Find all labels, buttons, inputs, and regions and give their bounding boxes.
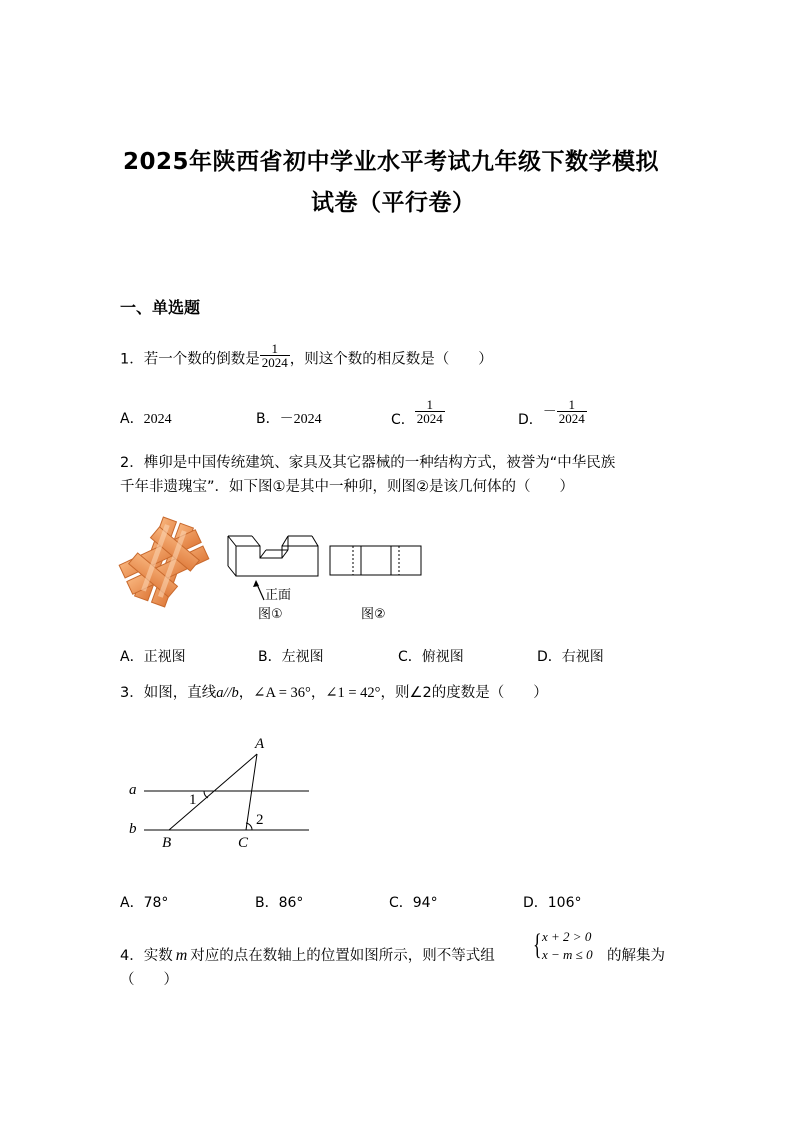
q1-option-a[interactable]: A．2024 (120, 411, 172, 427)
q2-option-d[interactable]: D．右视图 (537, 649, 604, 665)
question-4-line-1: 4．实数 m 对应的点在数轴上的位置如图所示，则不等式组 (120, 947, 495, 964)
angle-a-expression: ，∠A = 36° (238, 685, 311, 701)
left-brace: { (533, 928, 542, 961)
burr-puzzle-image (118, 516, 210, 608)
q2-option-b[interactable]: B．左视图 (258, 649, 324, 665)
front-label: 正面 (265, 588, 292, 603)
question-3: 3．如图，直线a//b，∠A = 36°，∠1 = 42°，则∠2的度数是（ ） (120, 685, 548, 701)
vertex-a-label: A (255, 736, 265, 752)
q1-suffix: ，则这个数的相反数是（ ） (289, 351, 493, 368)
triangle-parallel-lines-figure (124, 732, 324, 856)
q3-option-c[interactable]: C．94° (389, 895, 438, 911)
figure-1-label: 图① (258, 607, 283, 622)
q2-option-a[interactable]: A．正视图 (120, 649, 186, 665)
figure-2-view (329, 545, 423, 577)
inequality-system (533, 928, 593, 964)
parallel-expression: a//b (216, 685, 239, 701)
vertex-b-label: B (162, 835, 172, 851)
line-b-label: b (129, 821, 137, 837)
question-2-line-1: 2．榫卯是中国传统建筑、家具及其它器械的一种结构方式，被誉为“中华民族 (120, 455, 616, 471)
variable-m: m (175, 947, 188, 964)
line-a-label: a (129, 782, 137, 798)
q3-option-a[interactable]: A．78° (120, 895, 169, 911)
vertex-c-label: C (238, 835, 249, 851)
q3-option-b[interactable]: B．86° (255, 895, 304, 911)
angle-1-expression: ，∠1 = 42° (310, 685, 381, 701)
inequality-1: x + 2 > 0 (542, 929, 592, 944)
angle-2-label: 2 (256, 812, 264, 828)
segment-ab (169, 754, 257, 830)
section-header: 一、单选题 (120, 298, 201, 317)
angle-1-label: 1 (189, 792, 197, 808)
q2-option-c[interactable]: C．俯视图 (398, 649, 464, 665)
question-4-line-2: （ ） (120, 972, 178, 988)
q1-option-d[interactable]: D．－ $\frac{1}{2024}$ (518, 397, 585, 428)
q1-prefix: 1．若一个数的倒数是 (120, 351, 260, 368)
q1-fraction: $\frac{1}{2024}$ (261, 341, 288, 370)
page-title-line-2: 试卷（平行卷） (311, 190, 476, 216)
question-4-suffix: 的解集为 (607, 948, 665, 964)
page-title-line-1: 2025年陕西省初中学业水平考试九年级下数学模拟 (123, 149, 660, 175)
figure-2-label: 图② (361, 607, 386, 622)
q1-option-c[interactable]: C． $\frac{1}{2024}$ (391, 397, 443, 428)
question-2-line-2: 千年非遗瑰宝”．如下图①是其中一种卯，则图②是该几何体的（ ） (120, 479, 575, 495)
q1-option-b[interactable]: B．－2024 (256, 411, 322, 427)
inequality-2: x − m ≤ 0 (542, 947, 593, 962)
q3-option-d[interactable]: D．106° (523, 895, 582, 911)
question-1 (120, 341, 493, 373)
